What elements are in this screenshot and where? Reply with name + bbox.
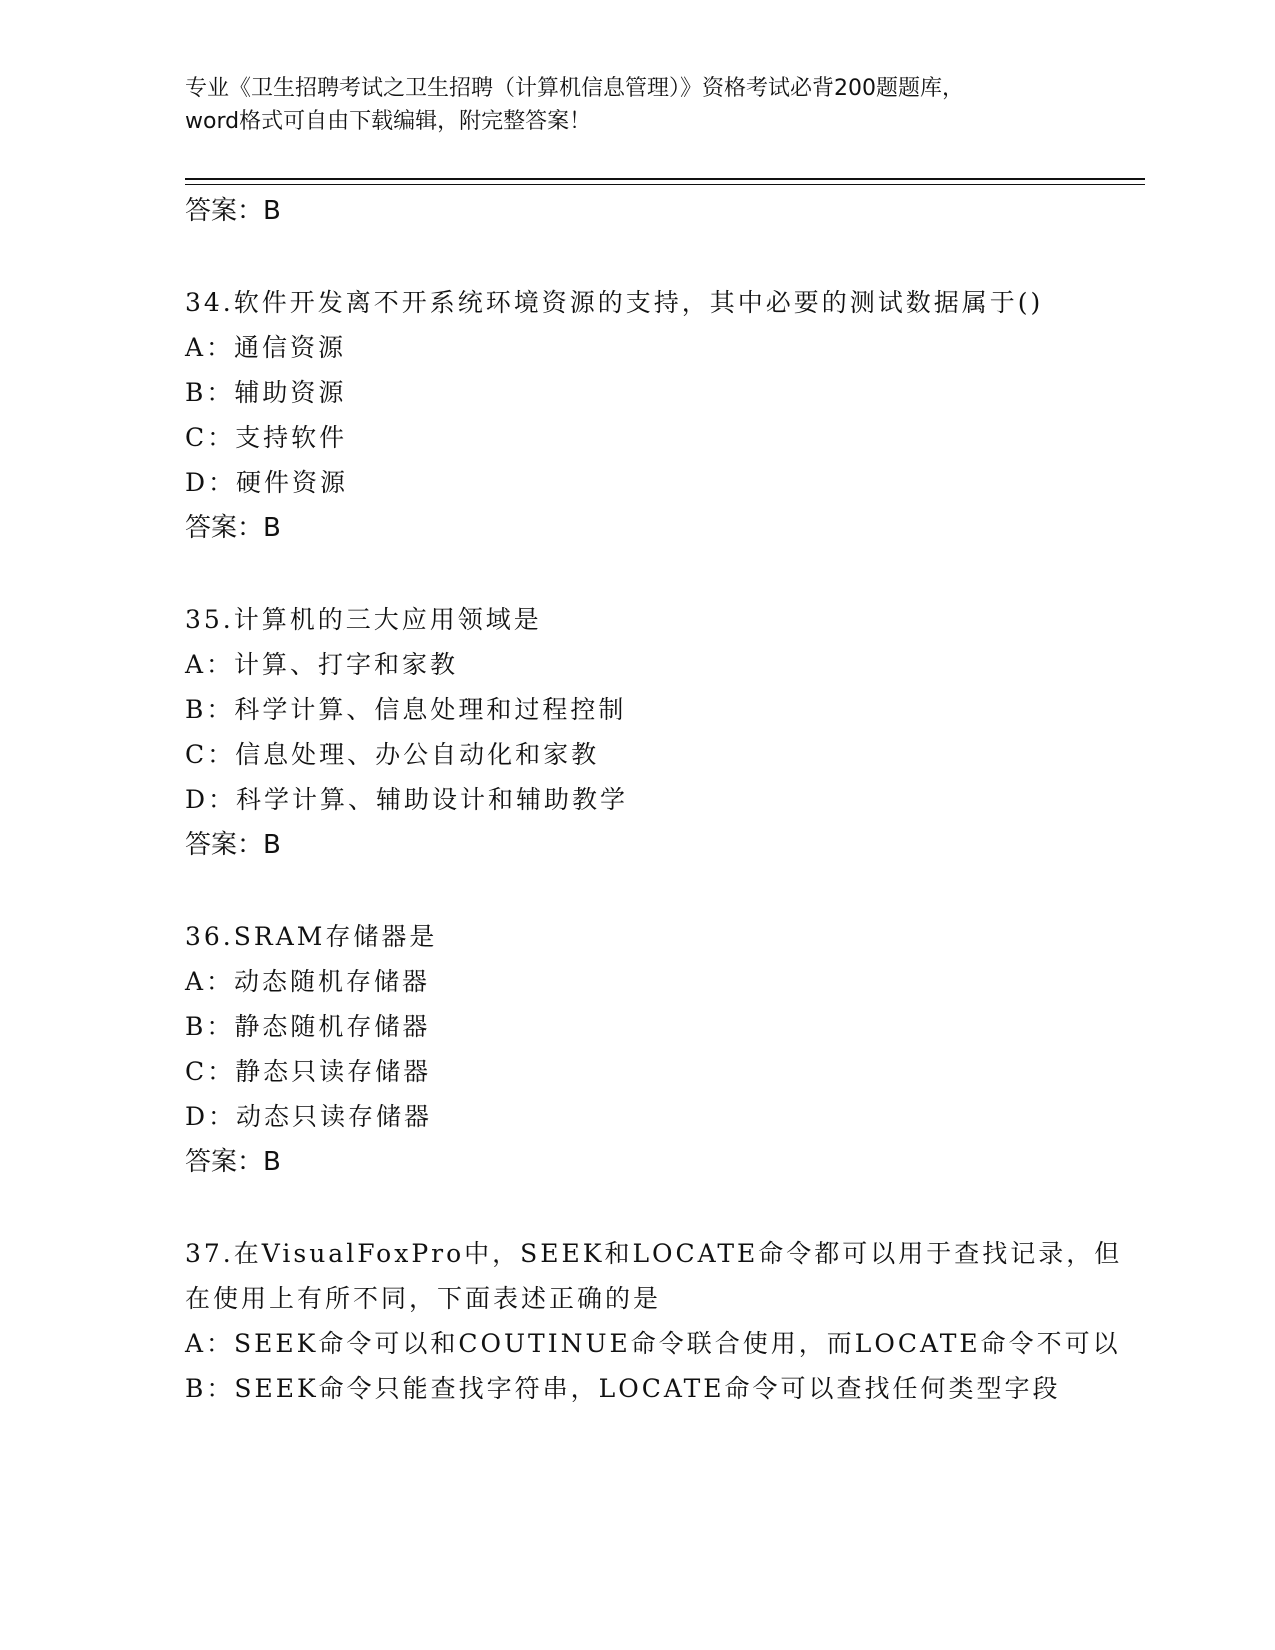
- answer-36: 答案：B: [185, 1147, 281, 1177]
- header-rule-thick: [185, 178, 1145, 180]
- header-line-2: word格式可自由下载编辑，附完整答案！: [185, 109, 592, 134]
- question-37-option-a: A：SEEK命令可以和COUTINUE命令联合使用，而LOCATE命令不可以: [185, 1329, 1121, 1358]
- question-35: 35.计算机的三大应用领域是: [185, 605, 542, 634]
- answer-34: 答案：B: [185, 513, 281, 543]
- question-35-option-d: D：科学计算、辅助设计和辅助教学: [185, 785, 629, 814]
- question-34-option-b: B：辅助资源: [185, 378, 347, 407]
- answer-33: 答案：B: [185, 196, 281, 226]
- answer-35: 答案：B: [185, 830, 281, 860]
- question-36: 36.SRAM存储器是: [185, 922, 438, 951]
- question-34-option-c: C：支持软件: [185, 423, 348, 452]
- question-36-option-b: B：静态随机存储器: [185, 1012, 431, 1041]
- question-35-option-a: A：计算、打字和家教: [185, 650, 459, 679]
- question-37-line-1: 37.在VisualFoxPro中，SEEK和LOCATE命令都可以用于查找记录，但: [185, 1239, 1123, 1268]
- document-body: [185, 188, 1145, 1411]
- question-34: 34.软件开发离不开系统环境资源的支持，其中必要的测试数据属于(): [185, 288, 1044, 317]
- question-37-line-2: 在使用上有所不同，下面表述正确的是: [185, 1284, 662, 1313]
- question-36-option-a: A：动态随机存储器: [185, 967, 431, 996]
- question-36-option-c: C：静态只读存储器: [185, 1057, 432, 1086]
- question-34-option-d: D：硬件资源: [185, 468, 349, 497]
- question-35-option-b: B：科学计算、信息处理和过程控制: [185, 695, 627, 724]
- question-35-option-c: C：信息处理、办公自动化和家教: [185, 740, 600, 769]
- header-rule-thin: [185, 184, 1145, 185]
- question-37-option-b: B：SEEK命令只能查找字符串，LOCATE命令可以查找任何类型字段: [185, 1374, 1061, 1403]
- document-header: [185, 72, 1125, 138]
- question-34-option-a: A：通信资源: [185, 333, 347, 362]
- question-36-option-d: D：动态只读存储器: [185, 1102, 433, 1131]
- header-line-1: 专业《卫生招聘考试之卫生招聘（计算机信息管理）》资格考试必背200题题库，: [185, 76, 964, 101]
